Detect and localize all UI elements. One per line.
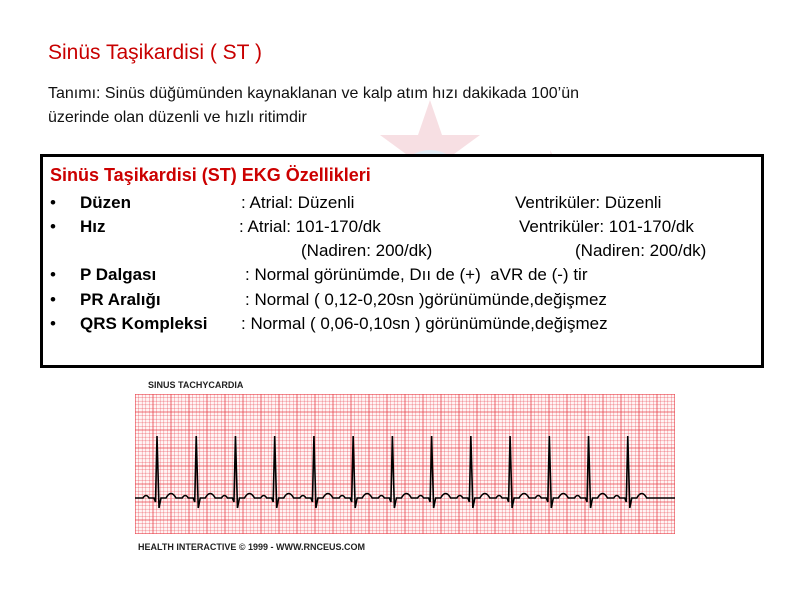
row-qrs-kompleksi	[43, 314, 761, 338]
bullet: •	[50, 217, 56, 236]
row-value-rare-ventricular: (Nadiren: 200/dk)	[575, 241, 707, 260]
row-value-ventricular: Ventriküler: 101-170/dk	[519, 217, 694, 236]
row-label: Hız	[80, 217, 106, 236]
bullet: •	[50, 290, 56, 309]
row-label: PR Aralığı	[80, 290, 161, 309]
row-value: : Normal görünümde, Dıı de (+) aVR de (-) tir	[245, 265, 588, 284]
row-hiz	[43, 217, 761, 241]
ecg-title: SINUS TACHYCARDIA	[148, 380, 244, 390]
row-label: QRS Kompleksi	[80, 314, 208, 333]
row-label: Düzen	[80, 193, 131, 212]
row-duzen	[43, 193, 761, 217]
bullet: •	[50, 265, 56, 284]
row-value: : Normal ( 0,06-0,10sn ) görünümünde,değişmez	[241, 314, 608, 333]
ecg-strip-graphic	[135, 394, 675, 534]
slide-title: Sinüs Taşikardisi ( ST )	[48, 41, 262, 64]
bullet: •	[50, 193, 56, 212]
row-value-rare: (Nadiren: 200/dk)	[301, 241, 433, 260]
definition-line-1: Tanımı: Sinüs düğümünden kaynaklanan ve kalp atım hızı dakikada 100’ün	[48, 85, 579, 102]
definition-line-2: üzerinde olan düzenli ve hızlı ritimdir	[48, 109, 307, 126]
row-value: : Normal ( 0,12-0,20sn )görünümünde,değişmez	[245, 290, 607, 309]
ecg-credit: HEALTH INTERACTIVE © 1999 - WWW.RNCEUS.COM	[138, 542, 365, 552]
row-label: P Dalgası	[80, 265, 157, 284]
ecg-strip	[130, 372, 690, 562]
ekg-features-box	[40, 154, 764, 368]
row-value: : Atrial: Düzenli	[241, 193, 355, 212]
box-title: Sinüs Taşikardisi (ST) EKG Özellikleri	[50, 165, 371, 185]
definition-text	[48, 82, 748, 130]
row-p-dalgasi	[43, 265, 761, 289]
row-value-ventricular: Ventriküler: Düzenli	[515, 193, 662, 212]
row-value: : Atrial: 101-170/dk	[239, 217, 381, 236]
row-hiz-rare	[43, 241, 761, 265]
bullet: •	[50, 314, 56, 333]
row-pr-araligi	[43, 290, 761, 314]
